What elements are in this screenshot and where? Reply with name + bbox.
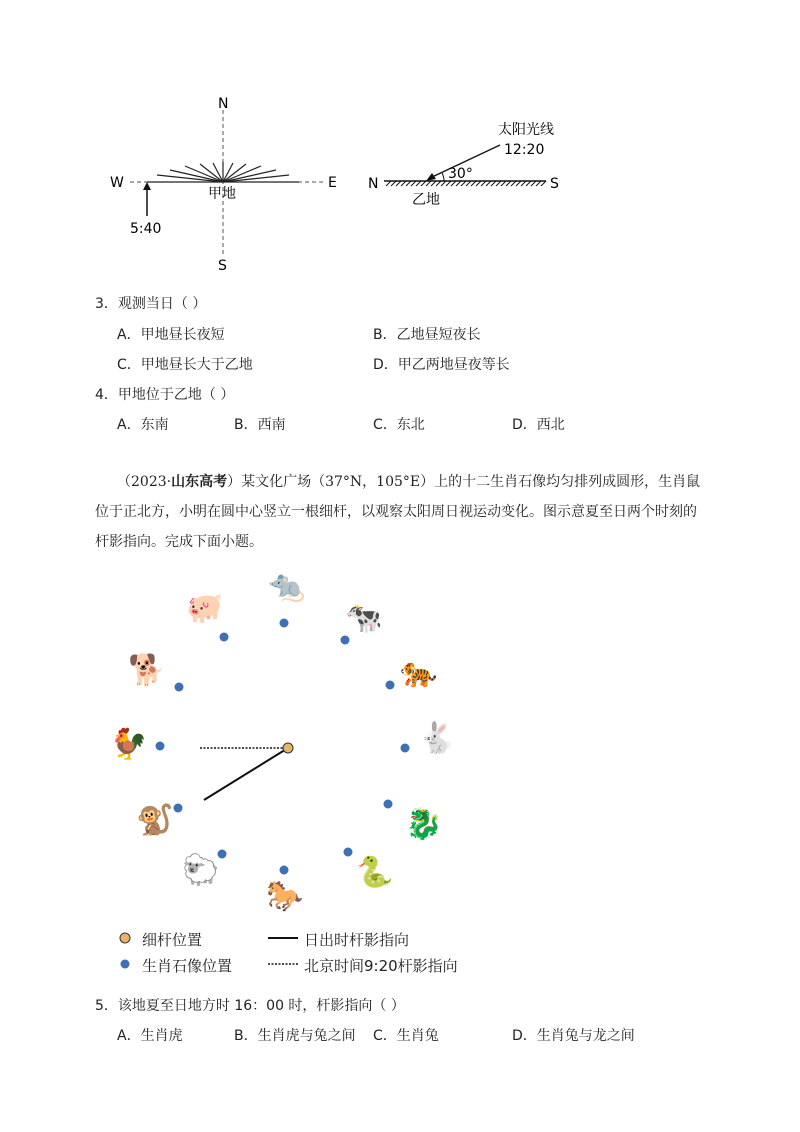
arrow-head <box>143 182 151 190</box>
statue-dot-rat <box>280 619 289 628</box>
q5-stem: 5．该地夏至日地方时 16：00 时，杆影指向（ ） <box>95 998 405 1014</box>
q5-option-b[interactable]: B．生肖虎与兔之间 <box>234 1028 356 1044</box>
q4-option-a[interactable]: A．东南 <box>117 417 169 433</box>
animal-goat: 🐑 <box>182 853 220 888</box>
intro-line-1 <box>117 467 700 497</box>
animal-dragon: 🐉 <box>405 807 443 842</box>
arrow-time: 5:40 <box>130 221 162 237</box>
angle-label: 30° <box>448 166 473 182</box>
q4-option-c[interactable]: C．东北 <box>373 417 425 433</box>
figure-jia-di <box>100 88 360 278</box>
statue-dot-ox <box>341 636 350 645</box>
label-n: N <box>218 96 229 112</box>
label-e: E <box>328 175 337 191</box>
statue-dot-rooster <box>156 742 165 751</box>
statue-dot-dog <box>175 683 184 692</box>
legend-statue-symbol <box>121 960 130 969</box>
sun-ray-arrowhead <box>426 173 436 181</box>
q3-option-d[interactable]: D．甲乙两地昼夜等长 <box>373 357 510 373</box>
animal-monkey: 🐒 <box>136 803 174 838</box>
site-jia: 甲地 <box>208 186 236 202</box>
ray-time: 12:20 <box>504 142 545 158</box>
q5-option-a[interactable]: A．生肖虎 <box>117 1028 183 1044</box>
site-yi: 乙地 <box>412 192 440 208</box>
q3-stem: 3．观测当日（ ） <box>95 296 207 312</box>
animal-horse: 🐎 <box>266 879 304 914</box>
statue-dot-horse <box>280 866 289 875</box>
intro-prefix: （2023· <box>117 474 172 490</box>
shadow-fan <box>147 162 299 182</box>
sunrise-shadow <box>204 748 288 800</box>
statue-dot-pig <box>220 633 229 642</box>
animal-rabbit: 🐇 <box>418 721 456 756</box>
statue-dot-tiger <box>386 681 395 690</box>
animal-ox: 🐄 <box>345 601 383 636</box>
rod-position <box>283 743 293 753</box>
intro-line-3: 杆影指向。完成下面小题。 <box>95 534 263 550</box>
q4-stem: 4．甲地位于乙地（ ） <box>95 387 235 403</box>
ray-label: 太阳光线 <box>498 122 554 138</box>
label-s: S <box>550 176 559 192</box>
animal-dog: 🐕 <box>128 653 166 688</box>
q4-option-d[interactable]: D．西北 <box>512 417 565 433</box>
animal-pig: 🐖 <box>186 591 224 626</box>
angle-arc <box>442 173 444 181</box>
q5-option-d[interactable]: D．生肖兔与龙之间 <box>512 1028 635 1044</box>
label-n: N <box>368 176 379 192</box>
intro-source: 山东高考 <box>171 474 228 490</box>
figure-yi-di <box>360 118 590 218</box>
animal-tiger: 🐅 <box>400 655 438 690</box>
animal-snake: 🐍 <box>356 855 394 890</box>
label-s: S <box>218 258 227 274</box>
intro-line-2: 位于正北方，小明在圆中心竖立一根细杆，以观察太阳周日视运动变化。图示意夏至日两个时刻的 <box>95 504 697 520</box>
statue-dot-monkey <box>174 804 183 813</box>
legend-beijing-label: 北京时间9:20杆影指向 <box>304 957 458 975</box>
q3-option-a[interactable]: A．甲地昼长夜短 <box>117 327 225 343</box>
intro-line1-rest: ）某文化广场（37°N，105°E）上的十二生肖石像均匀排列成圆形，生肖鼠 <box>227 474 701 490</box>
zodiac-figure <box>100 560 480 920</box>
statue-dot-dragon <box>384 800 393 809</box>
q3-option-b[interactable]: B．乙地昼短夜长 <box>373 327 481 343</box>
legend-sunrise-label: 日出时杆影指向 <box>304 931 410 949</box>
legend-rod-label: 细杆位置 <box>142 931 203 949</box>
statue-dot-snake <box>344 848 353 857</box>
label-w: W <box>110 175 124 191</box>
q5-option-c[interactable]: C．生肖兔 <box>373 1028 439 1044</box>
q3-option-c[interactable]: C．甲地昼长大于乙地 <box>117 357 253 373</box>
statue-dot-rabbit <box>401 744 410 753</box>
legend-statue-label: 生肖石像位置 <box>142 957 233 975</box>
legend-rod-symbol <box>120 933 130 943</box>
q4-option-b[interactable]: B．西南 <box>234 417 286 433</box>
animal-rooster: 🐓 <box>110 727 148 762</box>
animal-rat: 🐀 <box>268 569 306 604</box>
